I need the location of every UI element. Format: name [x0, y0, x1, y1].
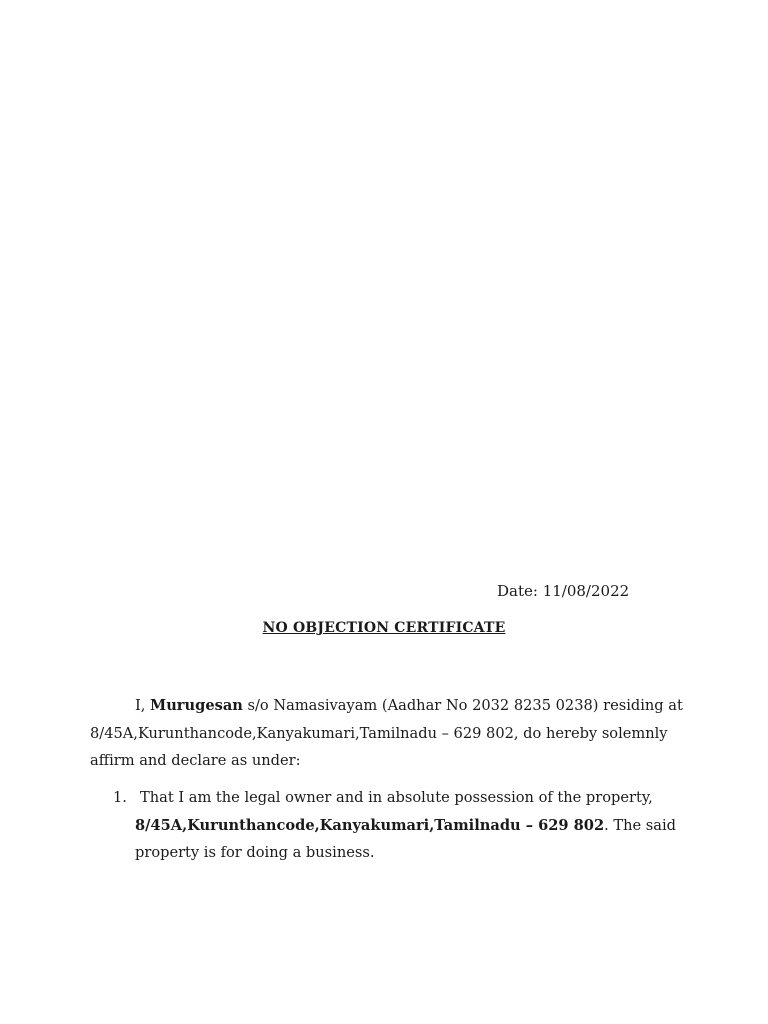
list-item: [90, 784, 690, 867]
intro-line1-rest: s/o Namasivayam (Aadhar No 2032 8235 0238) residing at: [242, 697, 683, 714]
list-item-body: [135, 784, 690, 867]
document-title: NO OBJECTION CERTIFICATE: [262, 620, 506, 636]
list-item-line1: That I am the legal owner and in absolute possession of the property,: [140, 789, 653, 806]
document-date: Date: 11/08/2022: [497, 582, 630, 600]
intro-line2: 8/45A,Kurunthancode,Kanyakumari,Tamilnadu – 629 802, do hereby solemnly: [90, 724, 668, 742]
intro-line3: affirm and declare as under:: [90, 752, 301, 769]
property-address: 8/45A,Kurunthancode,Kanyakumari,Tamilnadu – 629 802: [135, 816, 605, 834]
declarant-name: Murugesan: [150, 697, 243, 714]
list-item-line3: property is for doing a business.: [135, 844, 375, 861]
list-item-after-address: . The said: [604, 816, 676, 834]
declaration-paragraph: [90, 692, 690, 775]
list-item-number: 1.: [113, 789, 127, 806]
intro-prefix: I,: [135, 697, 151, 714]
